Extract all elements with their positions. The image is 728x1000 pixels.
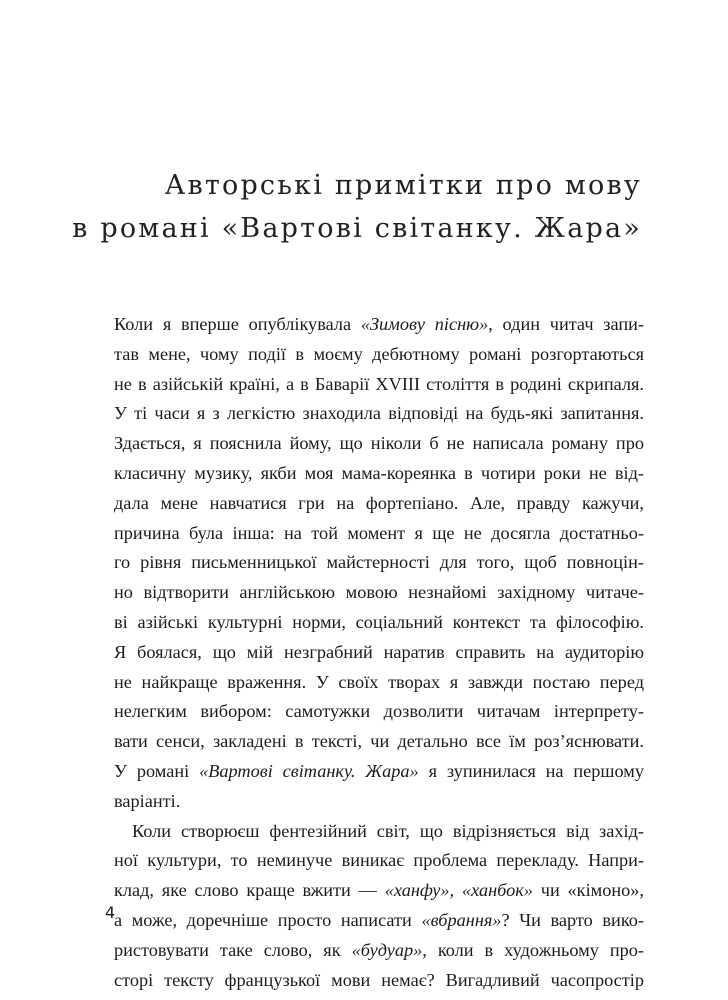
chapter-title-line-2: в романі «Вартові світанку. Жара» (72, 213, 642, 244)
text-line: ної культури, то неминуче виникає проблема перекладу. Напри- (114, 850, 644, 871)
text-line: сторі тексту французької мови немає? Вигадливий часопростір (114, 969, 644, 990)
text-line: Коли я вперше опублікувала «Зимову пісню», один читач запи- (114, 314, 644, 334)
text-line: нелегким вибором: самотужки дозволити читачам інтерпрету- (114, 701, 644, 722)
text-line: Здається, я пояснила йому, що ніколи б не написала роману про (114, 433, 644, 454)
chapter-title (72, 164, 642, 250)
text-line: причина була інша: на той момент я ще не досягла достатньо- (114, 522, 644, 543)
text-line: а може, доречніше просто написати «вбрання»? Чи варто вико- (114, 909, 644, 930)
text-line: дала мене навчатися гри на фортепіано. Але, правду кажучи, (114, 492, 644, 513)
text-line: но відтворити англійською мовою незнайомі західному читаче- (114, 582, 644, 603)
text-line: ві азійські культурні норми, соціальний контекст та філософію. (114, 611, 644, 632)
text-line: варіанті. (114, 790, 181, 811)
text-line: вати сенси, закладені в тексті, чи детально все їм роз’яснювати. (114, 731, 644, 752)
body-text (114, 310, 644, 995)
text-line: У романі «Вартові світанку. Жара» я зупинилася на першому (114, 760, 644, 781)
text-line: класичну музику, якби моя мама-кореянка в чотири роки не від- (114, 462, 644, 483)
text-line: клад, яке слово краще вжити — «ханфу», «ханбок» чи «кімоно», (114, 880, 644, 901)
text-line: Я боялася, що мій незграбний наратив справить на аудиторію (114, 641, 644, 662)
text-line: Коли створюєш фентезійний світ, що відрізняється від захід- (132, 820, 644, 841)
text-line: тав мене, чому події в моєму дебютному романі розгортаються (114, 343, 644, 364)
text-line: не в азійській країні, а в Баварії XVIII століття в родині скрипаля. (114, 373, 644, 394)
text-line: го рівня письменницької майстерності для того, щоб повноцін- (114, 552, 644, 573)
text-line: не найкраще враження. У своїх творах я завжди постаю перед (114, 671, 644, 692)
text-line: ристовувати таке слово, як «будуар», коли в художньому про- (114, 939, 644, 960)
page-number: 4 (105, 903, 116, 922)
chapter-title-line-1: Авторські примітки про мову (164, 170, 642, 201)
text-line: У ті часи я з легкістю знаходила відповіді на будь-які запитання. (114, 403, 644, 424)
